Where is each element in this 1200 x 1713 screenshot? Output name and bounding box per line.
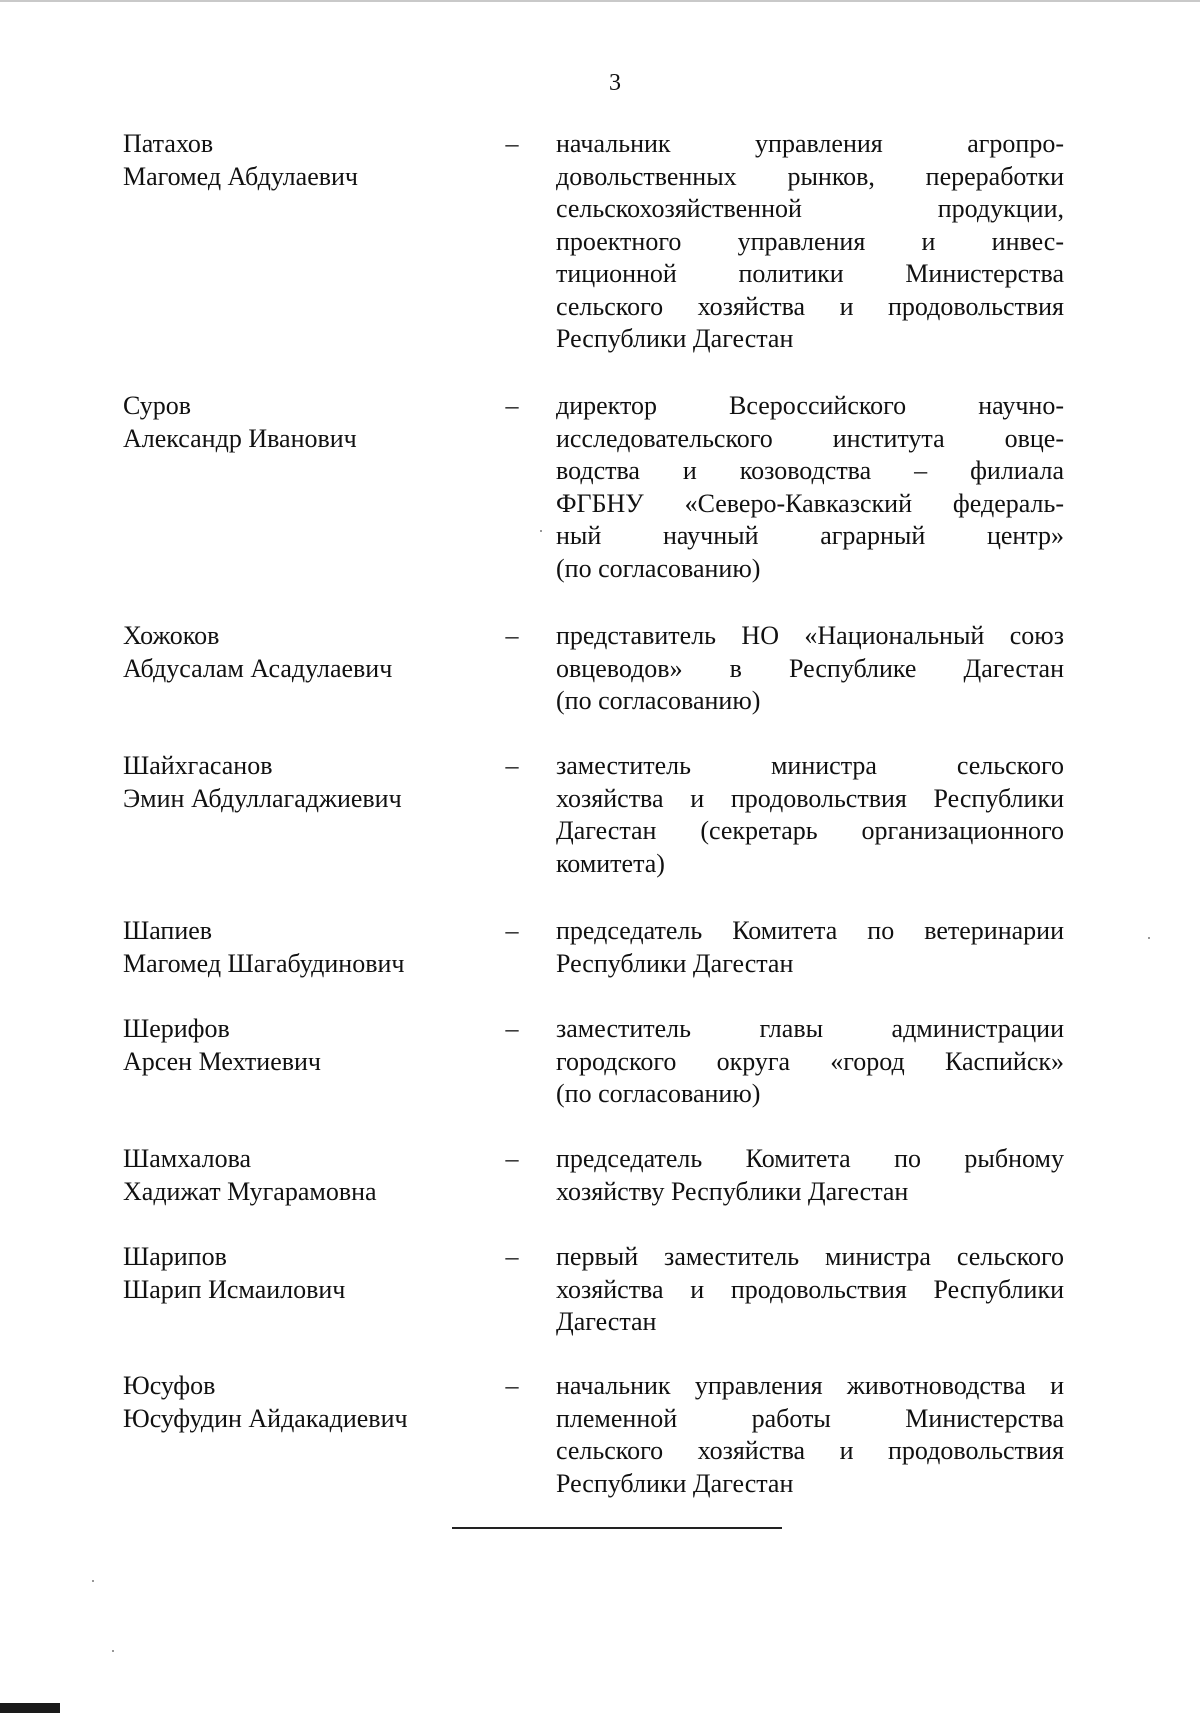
position-line: ФГБНУ «Северо-Кавказский федераль- xyxy=(556,488,1064,518)
member-surname: Шамхалова xyxy=(123,1144,252,1173)
member-position xyxy=(556,1013,1064,1111)
member-surname: Шерифов xyxy=(123,1014,230,1043)
position-line: комитета) xyxy=(556,848,665,878)
end-rule xyxy=(452,1527,782,1529)
member-surname: Хожоков xyxy=(123,621,220,650)
position-line: тиционной политики Министерства xyxy=(556,259,1064,288)
member-given-name: Юсуфудин Айдакадиевич xyxy=(123,1403,408,1433)
member-surname: Шапиев xyxy=(123,916,213,945)
page-number: 3 xyxy=(609,70,621,96)
member-name xyxy=(123,1370,483,1435)
member-given-name: Александр Иванович xyxy=(123,423,357,453)
member-dash: – xyxy=(505,621,519,650)
member-dash: – xyxy=(505,1242,519,1271)
member-dash: – xyxy=(505,916,519,945)
member-given-name: Арсен Мехтиевич xyxy=(123,1046,321,1076)
member-surname: Шайхгасанов xyxy=(123,751,273,780)
member-position xyxy=(556,750,1064,880)
member-position xyxy=(556,390,1064,585)
member-name xyxy=(123,1013,483,1078)
position-line: сельского хозяйства и продовольствия xyxy=(556,291,1064,321)
position-line: хозяйству Республики Дагестан xyxy=(556,1176,909,1206)
member-position xyxy=(556,1370,1064,1500)
position-line: председатель Комитета по ветеринарии xyxy=(556,916,1064,945)
member-given-name: Эмин Абдуллагаджиевич xyxy=(123,783,402,813)
position-line: сельского хозяйства и продовольствия xyxy=(556,1436,1064,1465)
position-line: заместитель министра сельского xyxy=(556,751,1064,780)
position-line: довольственных рынков, переработки xyxy=(556,161,1064,191)
position-line: проектного управления и инвес- xyxy=(556,226,1064,256)
position-line: овцеводов» в Республике Дагестан xyxy=(556,653,1064,683)
member-name xyxy=(123,390,483,455)
member-position xyxy=(556,620,1064,718)
position-line: ный научный аграрный центр» xyxy=(556,521,1064,550)
member-position xyxy=(556,1143,1064,1208)
member-name xyxy=(123,620,483,685)
position-line: председатель Комитета по рыбному xyxy=(556,1144,1064,1173)
member-name xyxy=(123,1143,483,1208)
member-dash: – xyxy=(505,1371,519,1400)
position-line: Дагестан xyxy=(556,1307,657,1336)
scan-corner-mark xyxy=(0,1703,60,1713)
scan-speck xyxy=(92,1580,94,1582)
position-line: начальник управления животноводства и xyxy=(556,1371,1064,1400)
scan-speck xyxy=(1148,937,1150,939)
member-surname: Юсуфов xyxy=(123,1371,216,1400)
position-line: (по согласованию) xyxy=(556,1079,761,1108)
member-surname: Патахов xyxy=(123,129,214,158)
member-given-name: Шарип Исмаилович xyxy=(123,1274,346,1304)
member-position xyxy=(556,1241,1064,1339)
position-line: хозяйства и продовольствия Республики xyxy=(556,1274,1064,1304)
position-line: городского округа «город Каспийск» xyxy=(556,1046,1064,1076)
position-line: сельскохозяйственной продукции, xyxy=(556,194,1064,223)
position-line: водства и козоводства – филиала xyxy=(556,456,1064,485)
position-line: хозяйства и продовольствия Республики xyxy=(556,783,1064,813)
position-line: племенной работы Министерства xyxy=(556,1403,1064,1433)
position-line: (по согласованию) xyxy=(556,553,761,583)
member-dash: – xyxy=(505,391,519,420)
position-line: директор Всероссийского научно- xyxy=(556,391,1064,420)
position-line: первый заместитель министра сельского xyxy=(556,1242,1064,1271)
scan-top-edge xyxy=(0,0,1200,2)
member-dash: – xyxy=(505,1014,519,1043)
member-given-name: Абдусалам Асадулаевич xyxy=(123,653,393,683)
position-line: (по согласованию) xyxy=(556,686,761,715)
position-line: Республики Дагестан xyxy=(556,324,794,353)
position-line: Республики Дагестан xyxy=(556,1468,794,1498)
member-given-name: Магомед Абдулаевич xyxy=(123,161,359,191)
member-surname: Суров xyxy=(123,391,191,420)
member-given-name: Магомед Шагабудинович xyxy=(123,948,405,978)
member-dash: – xyxy=(505,129,519,158)
member-surname: Шарипов xyxy=(123,1242,227,1271)
position-line: Республики Дагестан xyxy=(556,948,794,978)
position-line: начальник управления агропро- xyxy=(556,129,1064,158)
position-line: исследовательского института овце- xyxy=(556,423,1064,453)
member-name xyxy=(123,750,483,815)
member-name xyxy=(123,1241,483,1306)
member-given-name: Хадижат Мугарамовна xyxy=(123,1176,377,1206)
position-line: Дагестан (секретарь организационного xyxy=(556,816,1064,845)
scan-speck xyxy=(540,530,542,532)
member-name xyxy=(123,128,483,193)
scan-speck xyxy=(112,1650,114,1652)
member-name xyxy=(123,915,483,980)
member-position xyxy=(556,915,1064,980)
member-position xyxy=(556,128,1064,356)
position-line: представитель НО «Национальный союз xyxy=(556,621,1064,650)
member-dash: – xyxy=(505,1144,519,1173)
position-line: заместитель главы администрации xyxy=(556,1014,1064,1043)
member-dash: – xyxy=(505,751,519,780)
